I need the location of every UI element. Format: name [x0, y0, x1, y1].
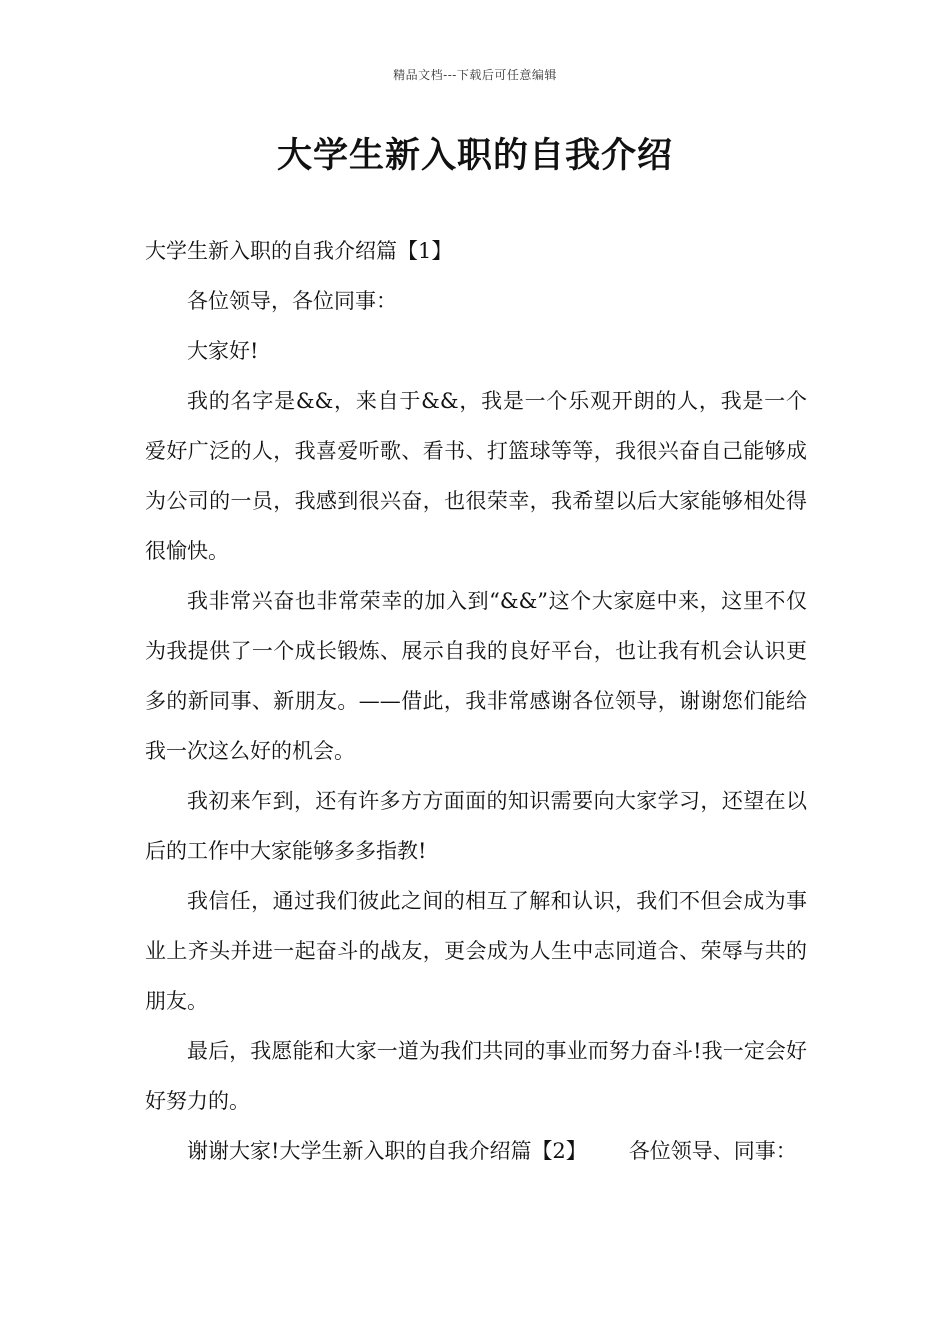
document-body [145, 226, 807, 1176]
paragraph-hello: 大家好! [187, 339, 259, 363]
paragraph-closing: 最后，我愿能和大家一道为我们共同的事业而努力奋斗!我一定会好好努力的。 [145, 1039, 807, 1113]
paragraph-gratitude: 我非常兴奋也非常荣幸的加入到“&&”这个大家庭中来，这里不仅为我提供了一个成长锻炼、展示自我的良好平台，也让我有机会认识更多的新同事、新朋友。——借此，我非常感谢各位领导，谢谢您们能给我一次这么好的机会。 [145, 589, 807, 763]
section-2-greeting: 各位领导、同事： [628, 1139, 797, 1163]
section-heading: 大学生新入职的自我介绍篇【1】 [145, 239, 453, 263]
paragraph-greeting: 各位领导，各位同事： [187, 289, 397, 313]
paragraph-trust: 我信任，通过我们彼此之间的相互了解和认识，我们不但会成为事业上齐头并进一起奋斗的战友，更会成为人生中志同道合、荣辱与共的朋友。 [145, 889, 807, 1013]
thanks-and-section-2-heading: 谢谢大家!大学生新入职的自我介绍篇【2】 [187, 1139, 587, 1163]
paragraph-learning: 我初来乍到，还有许多方方面面的知识需要向大家学习，还望在以后的工作中大家能够多多指教! [145, 789, 807, 863]
paragraph-final [145, 1126, 807, 1176]
paragraph-introduction: 我的名字是&&，来自于&&，我是一个乐观开朗的人，我是一个爱好广泛的人，我喜爱听歌、看书、打篮球等等，我很兴奋自己能够成为公司的一员，我感到很兴奋，也很荣幸，我希望以后大家能够相处得很愉快。 [145, 389, 807, 563]
document-title: 大学生新入职的自我介绍 [276, 136, 673, 176]
header-note: 精品文档---下载后可任意编辑 [393, 68, 557, 82]
